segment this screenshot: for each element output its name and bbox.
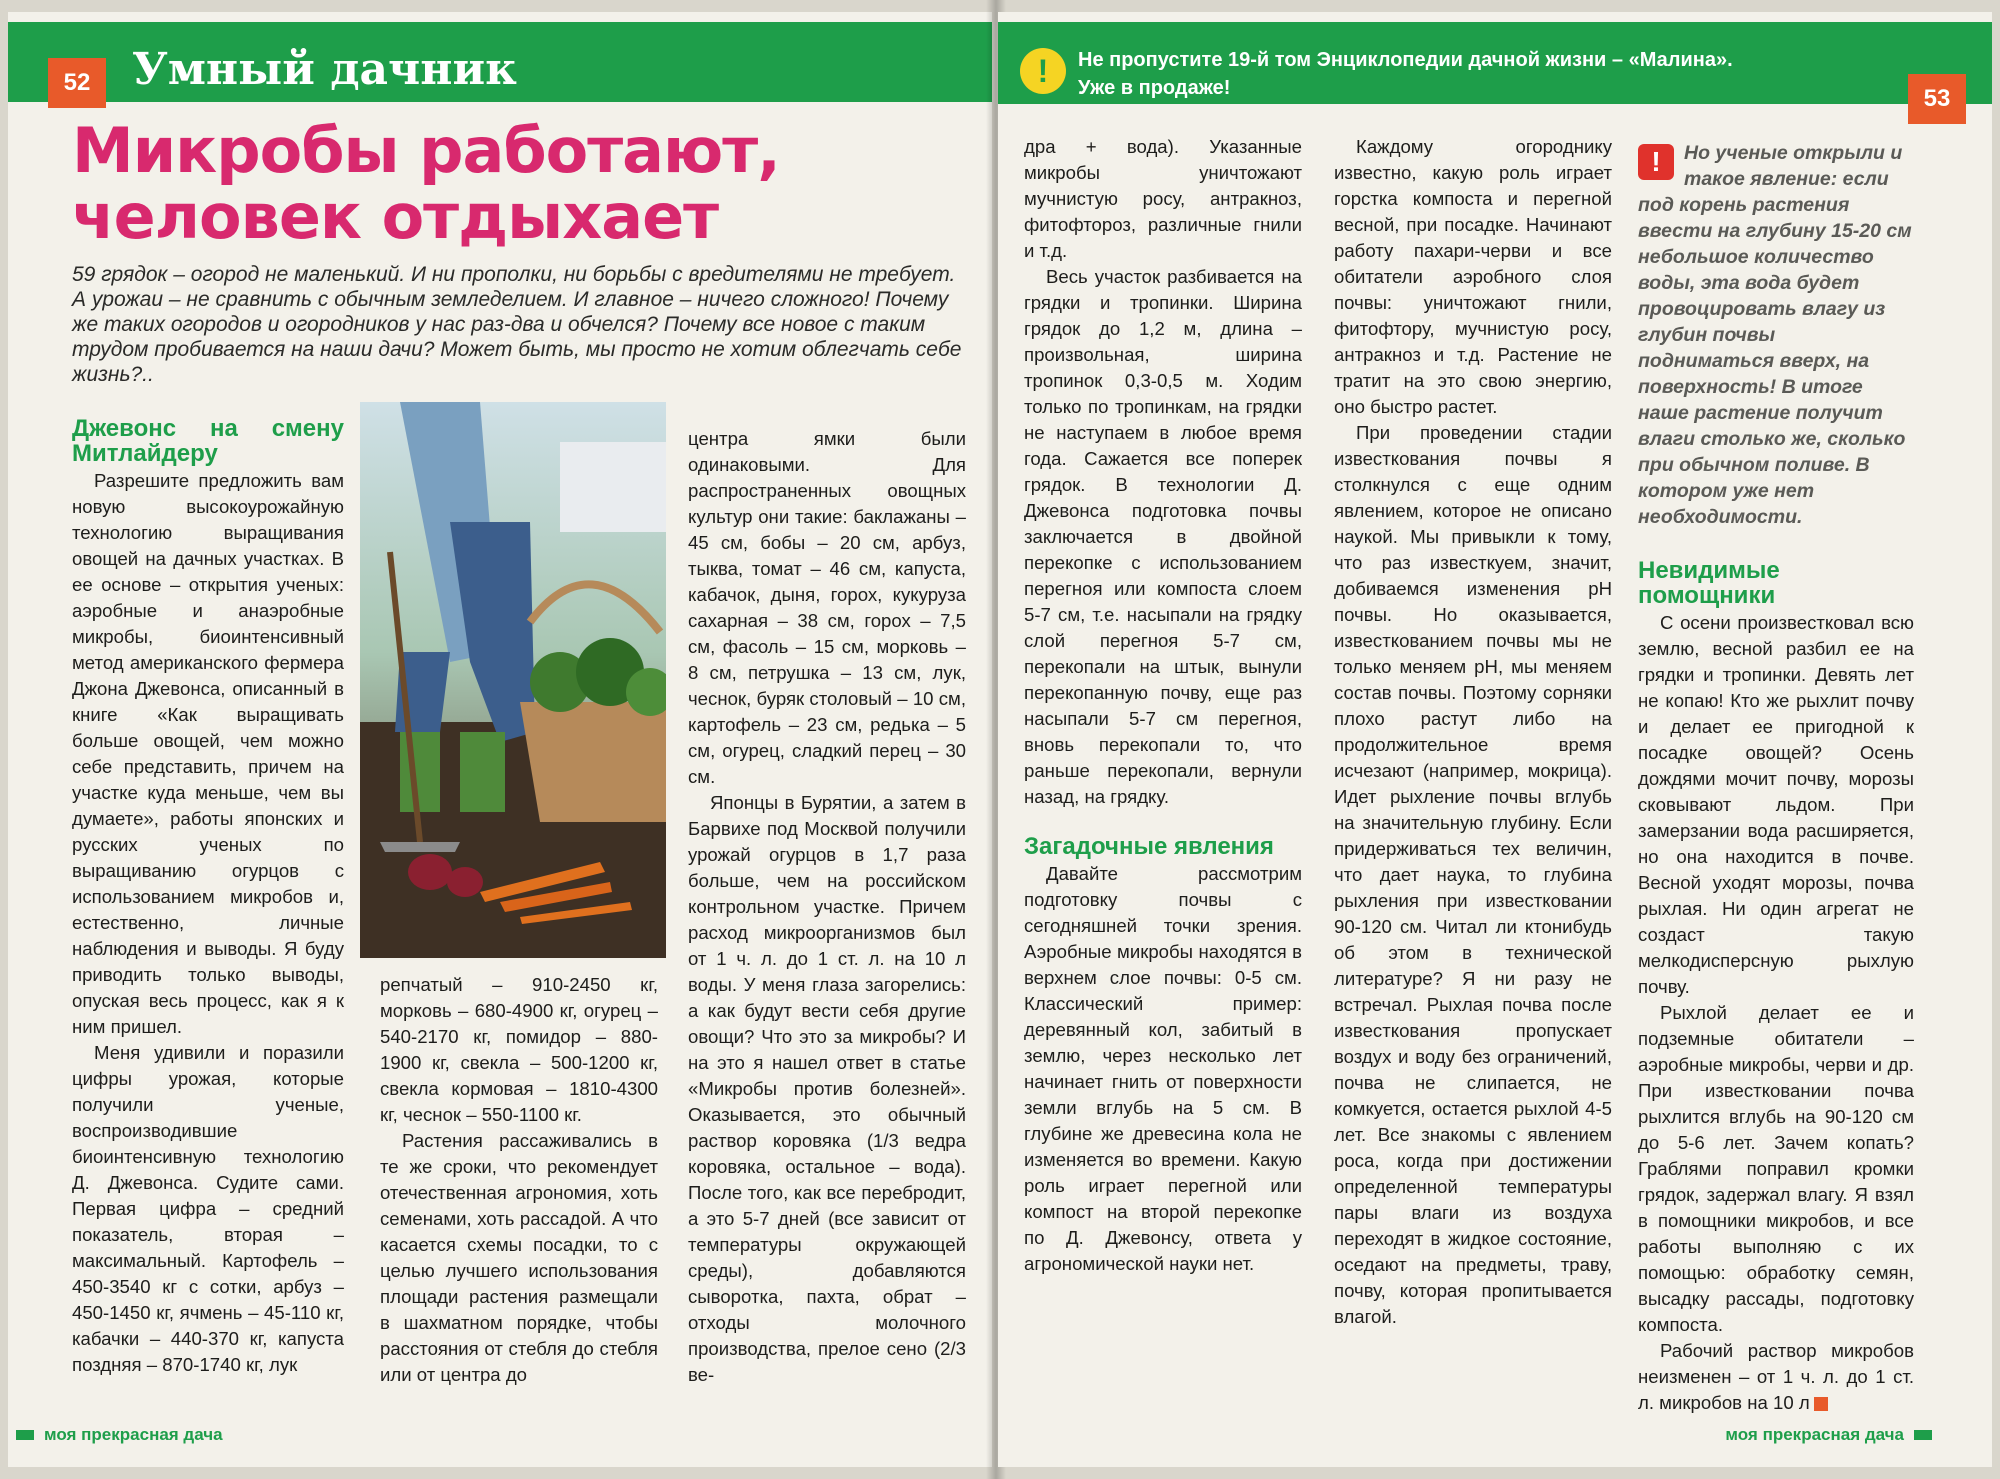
page-number: 53 <box>1908 74 1966 124</box>
paragraph: Давайте рассмотрим подготовку почвы с сегодняшней точки зрения. Аэробные микробы находятся в верхнем слое почвы: 0-5 см. Классический пример: деревянный кол, забитый в землю, через несколько лет начинает гнить от поверхности земли вглубь на 5 см. В глубине же древесина кола не изменяется во времени. Какую роль играет перегной или компост на второй перекопке по Д. Джевонсу, ответа у агрономической науки нет. <box>1024 863 1302 1274</box>
left-header-bar <box>8 22 992 102</box>
paragraph <box>1638 1338 1914 1416</box>
paragraph: репчатый – 910-2450 кг, морковь – 680-4900 кг, огурец – 540-2170 кг, помидор – 880-1900 кг, свекла – 500-1200 кг, свекла кормовая – 1810-4300 кг, чеснок – 550-1100 кг. <box>380 974 658 1125</box>
continued-arrow-icon <box>1814 1397 1828 1411</box>
subheading: Невидимые помощники <box>1638 557 1780 609</box>
subheading: Загадочные явления <box>1024 833 1274 860</box>
paragraph: Разрешите предложить вам новую высокоурожайную технологию выращивания овощей на дачных участках. В ее основе – открытия ученых: аэробные и анаэробные микробы, биоинтенсивный метод американского фермера Джона Джевонса, описанный в книге «Как выращивать больше овощей, чем можно себе представить, причем на участке куда меньше, чем вы думаете», работы японских и русских ученых по выращиванию огурцов с использованием микробов и, естественно, личные наблюдения и выводы. Я буду приводить только выводы, опуская весь процесс, как я к ним пришел. <box>72 470 344 1037</box>
footer-text: моя прекрасная дача <box>1725 1425 1904 1444</box>
right-column-3 <box>1638 558 1914 1416</box>
callout-text: Но ученые открыли и такое явление: если под корень растения ввести на глубину 15-20 см небольшое количество воды, эта вода будет провоцировать влагу из глубин почвы подниматься вверх, на поверхность! В итоге наше растение получит влаги столько же, сколько при обычном поливе. В котором уже нет необходимости. <box>1638 142 1912 528</box>
promo-line-2: Уже в продаже! <box>1078 77 1231 99</box>
footer-bar-icon <box>1914 1430 1932 1440</box>
footer-bar-icon <box>16 1430 34 1440</box>
gardener-vegetables-illustration <box>360 402 666 958</box>
promo-line-1: Не пропустите 19-й том Энциклопедии дачной жизни – «Малина». <box>1078 49 1733 71</box>
right-footer <box>1725 1425 1932 1445</box>
paragraph-text: Рабочий раствор микробов неизменен – от 1 ч. л. до 1 ст. л. микробов на 10 л <box>1638 1340 1914 1413</box>
right-column-2 <box>1334 134 1612 1330</box>
paragraph: Рыхлой делает ее и подземные обитатели – аэробные микробы, черви и др. При известковании почва рыхлится вглубь на 90-120 см до 5-6 лет. Зачем копать? Граблями поправил кромки грядок, задержал влагу. Я взял в помощники микробов, и все работы выполняю с их помощью: обработку семян, высадку рассады, подготовку компоста. <box>1638 1002 1914 1335</box>
page-number: 52 <box>48 58 106 108</box>
right-column-1 <box>1024 134 1302 1277</box>
paragraph: При проведении стадии известкования почвы я столкнулся с еще одним явлением, которое не описано наукой. Мы привыкли к тому, что раз известкуем, значит, добиваемся изменения рН почвы. Но оказывается, известкованием почвы мы не только меняем рН, мы меняем состав почвы. Поэтому сорняки плохо растут либо на продолжительное время исчезают (например, мокрица). Идет рыхление почвы вглубь на значительную глубину. Если придерживаться тех величин, что дает наука, то глубина рыхления при известковании 90-120 см. Читал ли ктонибудь об этом в технической литературе? Я ни разу не встречал. Рыхлая почва после известкования пропускает воздух и воду без ограничений, почва не слипается, не комкуется, остается рыхлой 4-5 лет. Все знакомы с явлением роса, когда при достижении определенной температуры пары влаги из воздуха переходят в жидкое состояние, оседают на предметы, траву, почву, которая пропитывается влагой. <box>1334 422 1612 1327</box>
paragraph: центра ямки были одинаковыми. Для распространенных овощных культур они такие: баклажаны – 45 см, бобы – 20 см, арбуз, тыква, томат – 46 см, капуста, кабачок, дыня, горох, кукуруза сахарная – 38 см, горох – 7,5 см, фасоль – 15 см, морковь – 8 см, петрушка – 13 см, лук, чеснок, буряк столовый – 10 см, картофель – 23 см, редька – 5 см, огурец, сладкий перец – 30 см. <box>688 428 966 787</box>
footer-text: моя прекрасная дача <box>44 1425 223 1444</box>
callout-box <box>1638 140 1914 530</box>
left-column-2 <box>380 972 658 1388</box>
left-column-3 <box>688 426 966 1388</box>
paragraph: Весь участок разбивается на грядки и тропинки. Ширина грядок до 1,2 м, длина – произвольная, ширина тропинок 0,3-0,5 м. Ходим только по тропинкам, на грядки не наступаем в любое время года. Сажается все поперек грядок. В технологии Д. Джевонса подготовка почвы заключается в двойной перекопке с использованием перегноя или компоста слоем 5-7 см, т.е. насыпали на грядку слой перегноя 5-7 см, перекопали на штык, вынули перекопанную почву, еще раз насыпали 5-7 см перегноя, вновь перекопали то, что раньше перекопали, вернули назад, на грядку. <box>1024 266 1302 807</box>
left-column-1 <box>72 416 344 1378</box>
paragraph: дра + вода). Указанные микробы уничтожают мучнистую росу, антракноз, фитофтороз, различные гнили и т.д. <box>1024 136 1302 261</box>
paragraph: Каждому огороднику известно, какую роль играет горстка компоста и перегной весной, при посадке. Начинают работу пахари-черви и все обитатели аэробного слоя почвы: уничтожают гнили, фитофтору, мучнистую росу, антракноз и т.д. Растение не тратит на это свою энергию, оно быстро растет. <box>1334 136 1612 417</box>
right-page <box>998 12 1992 1467</box>
right-header-bar <box>998 22 1992 112</box>
garden-photo <box>360 402 666 958</box>
exclamation-icon: ! <box>1638 144 1674 180</box>
article-title: Микробы работают, человек отдыхает <box>72 114 780 253</box>
left-footer <box>16 1425 223 1445</box>
paragraph: С осени произвестковал всю землю, весной разбил ее на грядки и тропинки. Девять лет не копаю! Кто же рыхлит почву и делает ее пригодной к посадке овощей? Осень дождями мочит почву, морозы сковывают льдом. При замерзании вода расширяется, но она находится в почве. Весной уходят морозы, почва рыхлая. Ни один агрегат не создаст такую мелкодисперсную рыхлую почву. <box>1638 612 1914 997</box>
paragraph: Растения рассаживались в те же сроки, что рекомендует отечественная агрономия, хоть семенами, хоть рассадой. А что касается схемы посадки, то с целью лучшего использования площади растения размещали в шахматном порядке, чтобы расстояния от стебля до стебля или от центра до <box>380 1130 658 1385</box>
section-title: Умный дачник <box>132 44 517 95</box>
left-page <box>8 12 992 1467</box>
paragraph: Меня удивили и поразили цифры урожая, которые получили ученые, воспроизводившие биоинтенсивную технологию Д. Джевонса. Судите сами. Первая цифра – средний показатель, вторая – максимальный. Картофель – 450-3540 кг с сотки, арбуз – 450-1450 кг, ячмень – 45-110 кг, кабачки – 440-370 кг, капуста поздняя – 870-1740 кг, лук <box>72 1042 344 1375</box>
exclamation-icon: ! <box>1020 48 1066 94</box>
article-lead: 59 грядок – огород не маленький. И ни прополки, ни борьбы с вредителями не требует. А урожаи – не сравнить с обычным земледелием. И главное – ничего сложного! Почему же таких огородов и огородников у нас раз-два и обчелся? Почему все новое с таким трудом пробивается на наши дачи? Может быть, мы просто не хотим облегчать себе жизнь?.. <box>72 263 962 386</box>
paragraph: Японцы в Бурятии, а затем в Барвихе под Москвой получили урожай огурцов в 1,7 раза больше, чем на российском контрольном участке. Причем расход микроорганизмов был от 1 ч. л. до 1 ст. л. на 10 л воды. У меня глаза загорелись: а как будут вести себя другие овощи? Что это за микробы? И на это я нашел ответ в статье «Микробы против болезней». Оказывается, это обычный раствор коровяка (1/3 ведра коровяка, остальное – вода). После того, как все перебродит, а это 5-7 дней (все зависит от температуры окружающей среды), добавляются сыворотка, пахта, обрат – отходы молочного производства, прелое сено (2/3 ве- <box>688 792 966 1385</box>
promo-text <box>1078 46 1733 102</box>
subheading: Джевонс на смену Митлайдеру <box>72 415 344 467</box>
